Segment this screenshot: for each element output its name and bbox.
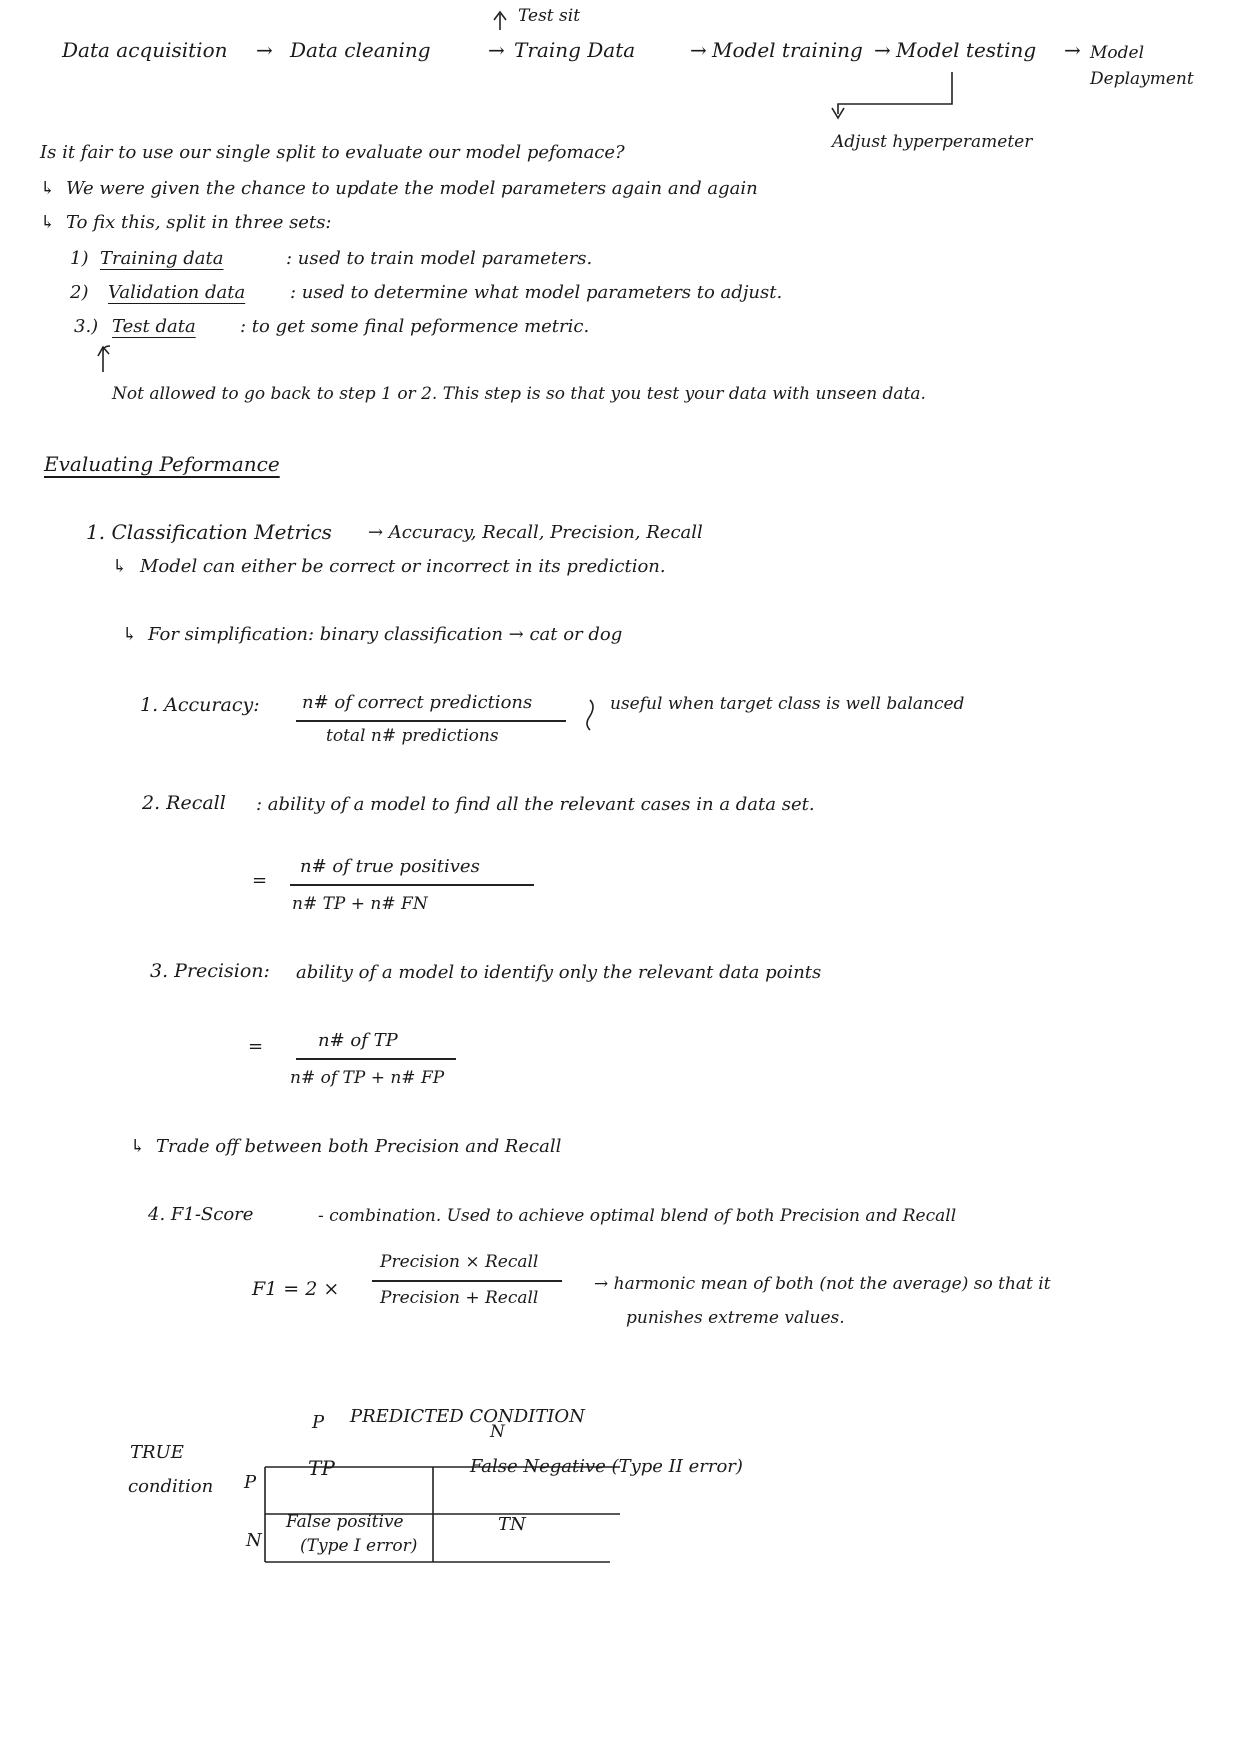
recall-equals: = xyxy=(252,870,268,891)
accuracy-label: 1. Accuracy: xyxy=(140,694,260,716)
accuracy-fraction-bar xyxy=(296,720,566,722)
accuracy-numerator: n# of correct predictions xyxy=(302,692,533,713)
cell-false-positive-2: (Type I error) xyxy=(300,1536,418,1556)
set-2-name: Validation data xyxy=(108,282,246,303)
set-1-name: Training data xyxy=(100,248,224,269)
set-2-desc: : used to determine what model parameters to adjust. xyxy=(290,282,783,303)
pipeline-arrow: → xyxy=(256,38,273,62)
tradeoff-arrow: ↳ xyxy=(130,1136,146,1157)
metrics-list: → Accuracy, Recall, Precision, Recall xyxy=(368,522,703,543)
f1-note-1: → harmonic mean of both (not the average) so that it xyxy=(594,1274,1051,1294)
row-p-label: P xyxy=(244,1472,257,1493)
recall-def: : ability of a model to find all the relevant cases in a data set. xyxy=(256,794,815,815)
metrics-title: 1. Classification Metrics xyxy=(86,520,332,544)
split-note: Not allowed to go back to step 1 or 2. This step is so that you test your data with unseen data. xyxy=(112,384,926,404)
row-n-label: N xyxy=(246,1530,262,1551)
cell-false-positive-1: False positive xyxy=(286,1512,404,1532)
cell-false-negative: False Negative (Type II error) xyxy=(470,1456,743,1477)
pipeline-arrow: → xyxy=(690,38,707,62)
recall-fraction-bar xyxy=(290,884,534,886)
pipeline-step-model-testing: Model testing xyxy=(896,38,1037,62)
pipeline-step-acquisition: Data acquisition xyxy=(62,38,228,62)
precision-fraction-bar xyxy=(296,1058,456,1060)
predicted-n-label: N xyxy=(490,1422,505,1442)
set-3-name: Test data xyxy=(112,316,196,337)
true-condition-label-1: TRUE xyxy=(130,1442,184,1463)
precision-equals: = xyxy=(248,1036,264,1057)
accuracy-denominator: total n# predictions xyxy=(326,726,499,746)
split-bullet-arrow: ↳ xyxy=(40,212,56,233)
pipeline-arrow: → xyxy=(1064,38,1081,62)
f1-note-2: punishes extreme values. xyxy=(626,1308,845,1328)
set-3-desc: : to get some final peformence metric. xyxy=(240,316,590,337)
f1-label: 4. F1-Score xyxy=(148,1204,254,1225)
accuracy-brace xyxy=(587,700,593,730)
set-1-num: 1) xyxy=(70,248,89,269)
split-point-1: We were given the chance to update the model parameters again and again xyxy=(66,178,758,199)
f1-lhs: F1 = 2 × xyxy=(252,1278,340,1300)
simplification: For simplification: binary classification → cat or dog xyxy=(148,624,623,645)
tradeoff: Trade off between both Precision and Recall xyxy=(156,1136,562,1157)
precision-label: 3. Precision: xyxy=(150,960,270,982)
predicted-condition-title: PREDICTED CONDITION xyxy=(350,1406,585,1427)
recall-numerator: n# of true positives xyxy=(300,856,480,877)
feedback-arrow xyxy=(838,72,952,114)
pipeline-arrow: → xyxy=(488,38,505,62)
feedback-label: Adjust hyperperameter xyxy=(832,132,1033,152)
precision-denominator: n# of TP + n# FP xyxy=(290,1068,445,1088)
pipeline-step-model-training: Model training xyxy=(712,38,863,62)
pipeline-arrow: → xyxy=(874,38,891,62)
not-allowed-arrow xyxy=(98,346,110,372)
split-point-2: To fix this, split in three sets: xyxy=(66,212,332,233)
predicted-p-label: P xyxy=(312,1412,325,1433)
recall-label: 2. Recall xyxy=(142,792,226,814)
precision-def: ability of a model to identify only the relevant data points xyxy=(296,962,822,983)
set-3-num: 3.) xyxy=(74,316,99,337)
model-note: Model can either be correct or incorrect in its prediction. xyxy=(140,556,666,577)
cell-true-positive: TP xyxy=(308,1456,335,1480)
test-set-note: Test sit xyxy=(518,6,581,26)
simplification-arrow: ↳ xyxy=(122,624,138,645)
accuracy-note: useful when target class is well balanced xyxy=(610,694,965,714)
f1-def: - combination. Used to achieve optimal blend of both Precision and Recall xyxy=(318,1206,957,1226)
true-condition-label-2: condition xyxy=(128,1476,214,1497)
f1-fraction-bar xyxy=(372,1280,562,1282)
pipeline-step-cleaning: Data cleaning xyxy=(290,38,431,62)
model-note-arrow: ↳ xyxy=(112,556,128,577)
f1-numerator: Precision × Recall xyxy=(380,1252,539,1272)
split-bullet-arrow: ↳ xyxy=(40,178,56,199)
pipeline-step-deployment: Model Deplayment xyxy=(1090,43,1194,89)
cell-true-negative: TN xyxy=(498,1514,526,1535)
split-question: Is it fair to use our single split to evaluate our model pefomace? xyxy=(40,142,625,163)
recall-denominator: n# TP + n# FN xyxy=(292,894,428,914)
set-2-num: 2) xyxy=(70,282,89,303)
f1-denominator: Precision + Recall xyxy=(380,1288,539,1308)
set-1-desc: : used to train model parameters. xyxy=(286,248,593,269)
test-set-arrow xyxy=(494,12,506,30)
pipeline-step-training-data: Traing Data xyxy=(514,38,636,62)
section-heading: Evaluating Peformance xyxy=(44,452,280,476)
precision-numerator: n# of TP xyxy=(318,1030,398,1051)
